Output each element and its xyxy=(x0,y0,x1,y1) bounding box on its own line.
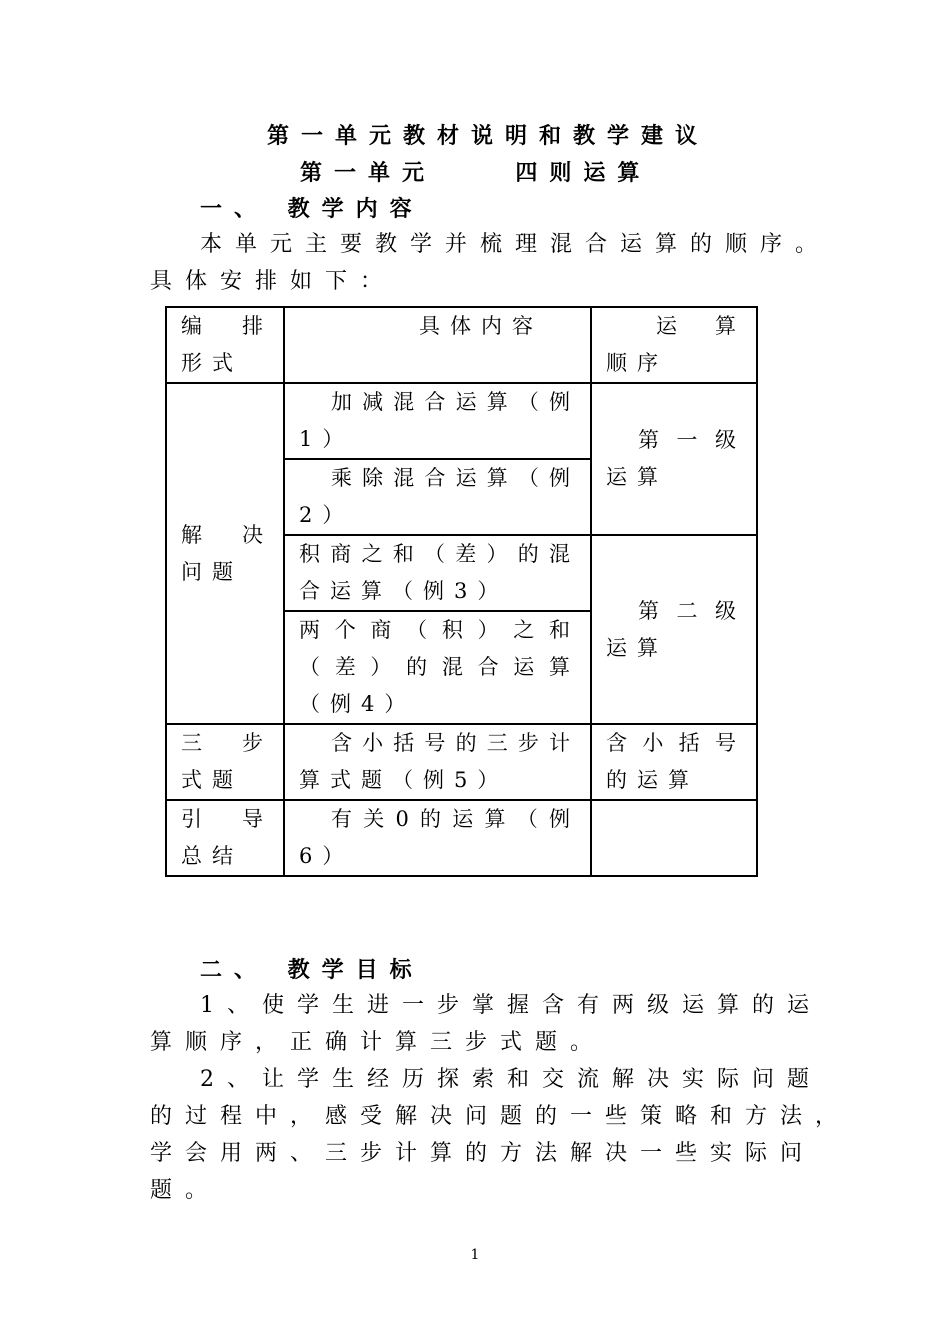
order-cell: 含小括号的运算 xyxy=(591,724,757,800)
form-cell: 引导总结 xyxy=(166,800,284,876)
content-cell: 乘除混合运算（例2） xyxy=(284,459,591,535)
order-cell: 第二级运算 xyxy=(591,535,757,724)
form-cell: 解决问题 xyxy=(166,383,284,724)
header-cell-form: 编排形式 xyxy=(166,307,284,383)
form-cell: 三步式题 xyxy=(166,724,284,800)
content-cell: 有关0的运算（例6） xyxy=(284,800,591,876)
section-heading-goals: 二、 教学目标 xyxy=(200,957,424,983)
intro-paragraph-line: 本单元主要教学并梳理混合运算的顺序。 xyxy=(200,232,831,257)
subtitle-unit: 第一单元 xyxy=(300,160,437,186)
page-number: 1 xyxy=(470,1247,480,1263)
content-cell: 含小括号的三步计算式题（例5） xyxy=(284,724,591,800)
header-cell-order: 运算顺序 xyxy=(591,307,757,383)
order-cell xyxy=(591,800,757,876)
intro-paragraph-line: 具体安排如下： xyxy=(150,269,396,294)
order-cell: 第一级运算 xyxy=(591,383,757,535)
header-cell-content: 具体内容 xyxy=(284,307,591,383)
document-subtitle xyxy=(300,159,651,187)
content-cell: 两个商（积）之和（差）的混合运算（例4） xyxy=(284,611,591,724)
goal-paragraph-line: 2、让学生经历探索和交流解决实际问题 xyxy=(200,1067,822,1092)
goal-paragraph-line: 1、使学生进一步掌握含有两级运算的运 xyxy=(200,993,822,1018)
goal-paragraph-line: 的过程中，感受解决问题的一些策略和方法， xyxy=(150,1104,851,1129)
goal-paragraph-line: 算顺序，正确计算三步式题。 xyxy=(150,1030,606,1055)
section-heading-content: 一、 教学内容 xyxy=(200,196,424,222)
table-header-row xyxy=(166,307,757,383)
table-row xyxy=(166,724,757,800)
content-cell: 加减混合运算（例1） xyxy=(284,383,591,459)
arrangement-table xyxy=(165,306,758,877)
content-cell: 积商之和（差）的混合运算（例3） xyxy=(284,535,591,611)
document-title: 第一单元教材说明和教学建议 xyxy=(267,123,710,149)
table-row xyxy=(166,800,757,876)
table-row xyxy=(166,383,757,459)
goal-paragraph-line: 学会用两、三步计算的方法解决一些实际问 xyxy=(150,1141,816,1166)
goal-paragraph-line: 题。 xyxy=(150,1178,221,1203)
subtitle-topic: 四则运算 xyxy=(515,160,652,186)
